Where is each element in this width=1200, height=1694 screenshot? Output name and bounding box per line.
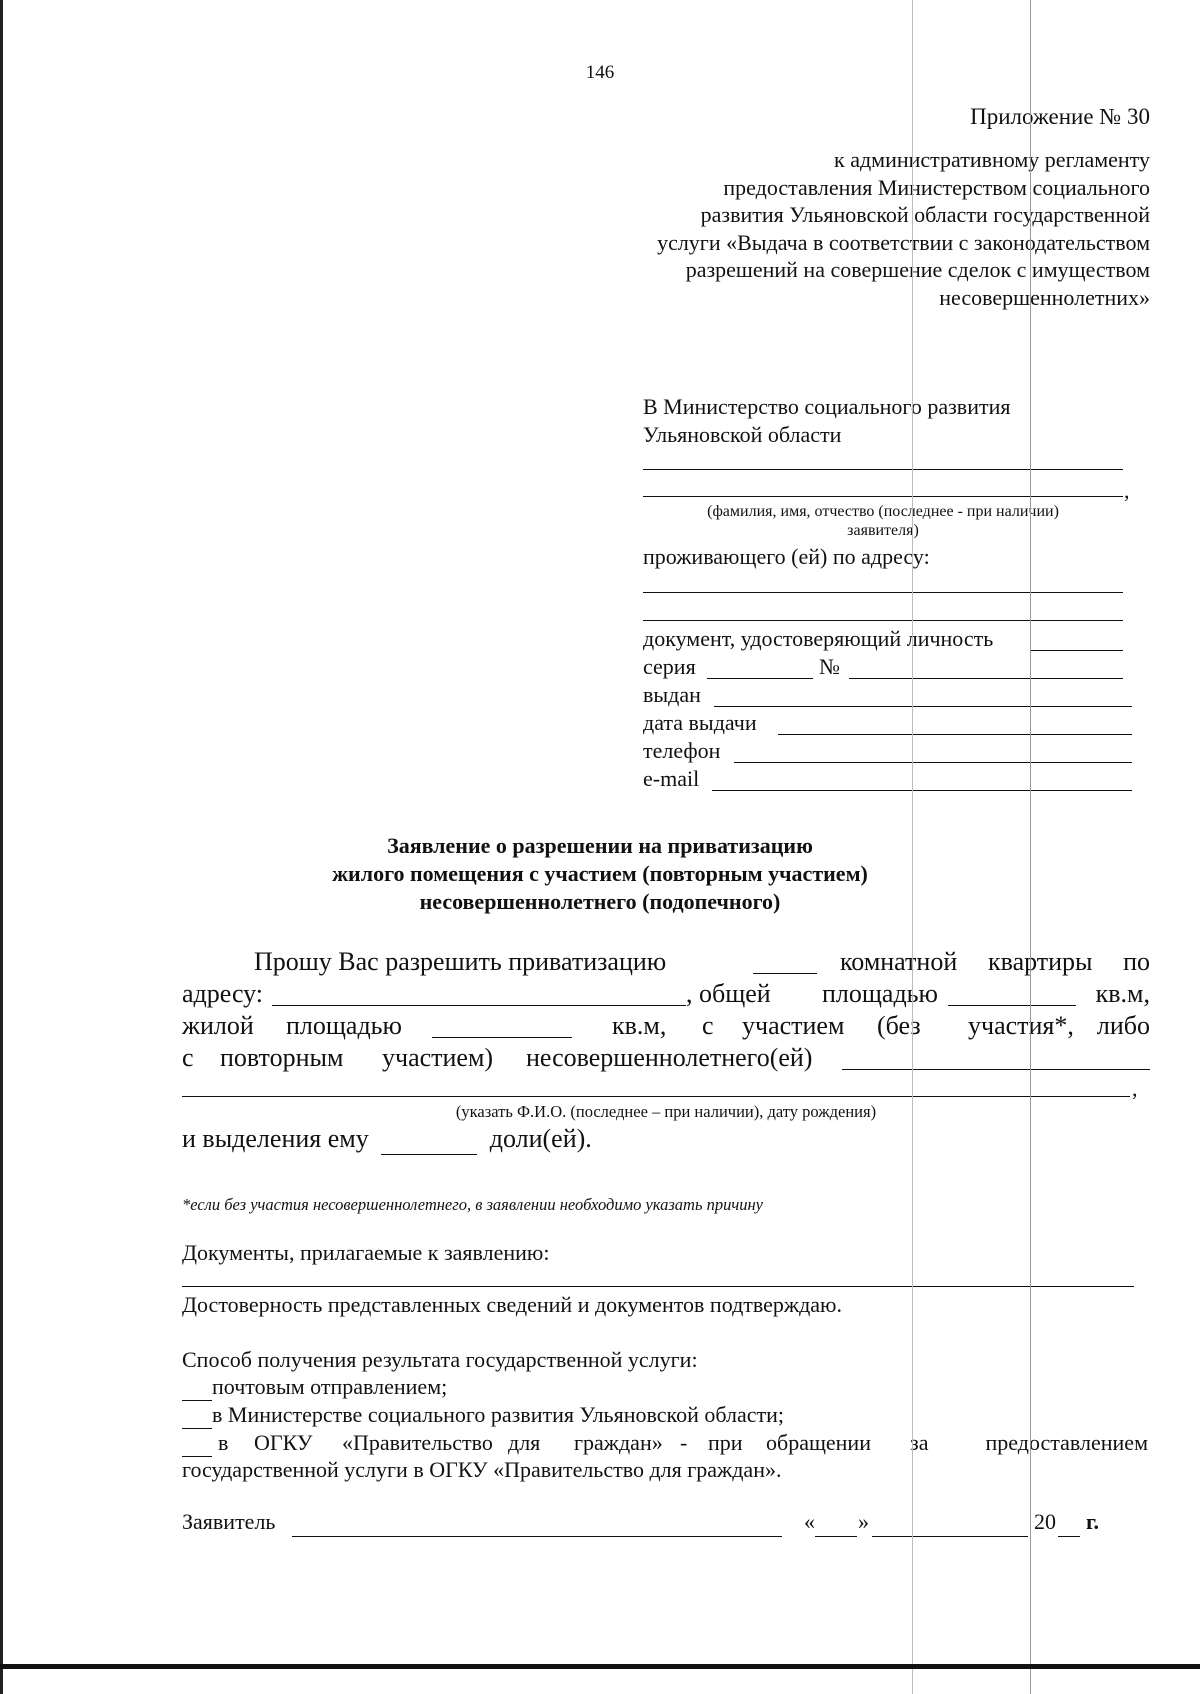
body-text: кв.м, xyxy=(612,1011,667,1040)
option-word: граждан» xyxy=(574,1430,663,1455)
year-field-line[interactable] xyxy=(1058,1536,1080,1537)
title-line: несовершеннолетнего (подопечного) xyxy=(419,889,781,914)
option-label: почтовым отправлением; xyxy=(212,1374,448,1399)
body-text: площадью xyxy=(822,979,938,1008)
year-prefix: 20 xyxy=(1034,1509,1056,1534)
minor-hint: (указать Ф.И.О. (последнее – при наличии), дату рождения) xyxy=(455,1102,877,1121)
id-doc-field-line[interactable] xyxy=(1030,650,1123,651)
body-text: повторным xyxy=(220,1043,344,1072)
body-text: участием xyxy=(742,1011,845,1040)
body-text: с xyxy=(702,1011,714,1040)
body-text: и выделения ему xyxy=(182,1124,369,1153)
addressee-line: В Министерство социального развития xyxy=(643,394,1011,419)
body-text: комнатной xyxy=(840,947,958,976)
method-option-ministry xyxy=(182,1402,784,1429)
series-field-line[interactable] xyxy=(707,678,813,679)
option-word: «Правительство xyxy=(342,1430,493,1455)
body-text: квартиры xyxy=(988,947,1093,976)
signature-field-line[interactable] xyxy=(292,1536,782,1537)
scan-bottom-edge xyxy=(0,1664,1200,1669)
body-text: доли(ей). xyxy=(489,1124,592,1153)
fio-hint-line: заявителя) xyxy=(847,522,919,539)
scan-fold-line xyxy=(1030,0,1031,1694)
quote-open: « xyxy=(804,1509,815,1534)
option-checkbox-line[interactable] xyxy=(182,1430,212,1457)
address-field-line[interactable] xyxy=(272,1005,686,1006)
minor-name-field-line[interactable] xyxy=(182,1096,1130,1097)
documents-field-line[interactable] xyxy=(182,1286,1134,1287)
issued-by-label: выдан xyxy=(643,682,701,707)
method-title: Способ получения результата государственной услуги: xyxy=(182,1347,698,1372)
fio-field-line[interactable] xyxy=(643,496,1123,497)
body-text: участием) xyxy=(382,1043,494,1072)
addressee-block xyxy=(643,393,1138,449)
number-label: № xyxy=(819,654,840,679)
confirmation-text: Достоверность представленных сведений и документов подтверждаю. xyxy=(182,1292,842,1317)
option-checkbox-line[interactable] xyxy=(182,1402,212,1429)
documents-label: Документы, прилагаемые к заявлению: xyxy=(182,1240,550,1265)
title-line: Заявление о разрешении на приватизацию xyxy=(387,833,813,858)
email-label: e-mail xyxy=(643,766,700,791)
option-word: при xyxy=(708,1430,743,1455)
option-word: обращении xyxy=(766,1430,871,1455)
body-text: (без xyxy=(877,1011,921,1040)
title-line: жилого помещения с участием (повторным участием) xyxy=(332,861,868,886)
appendix-number: Приложение № 30 xyxy=(970,104,1150,129)
option-word: - xyxy=(680,1430,688,1455)
regulation-line: несовершеннолетних» xyxy=(939,284,1150,310)
regulation-line: предоставления Министерством социального xyxy=(723,174,1150,200)
page-number: 146 xyxy=(585,62,615,83)
applicant-label: Заявитель xyxy=(182,1509,276,1534)
option-word: за xyxy=(910,1430,929,1455)
fio-hint xyxy=(643,502,1123,540)
number-field-line[interactable] xyxy=(849,678,1123,679)
body-text: адресу: xyxy=(182,979,264,1008)
series-label: серия xyxy=(643,654,696,679)
total-area-field-line[interactable] xyxy=(948,1005,1076,1006)
share-line xyxy=(182,1124,592,1155)
scan-fold-line xyxy=(912,0,913,1694)
regulation-line: развития Ульяновской области государственной xyxy=(700,202,1150,227)
option-word: ОГКУ xyxy=(254,1430,313,1455)
body-text: участия*, xyxy=(968,1011,1074,1040)
address-field-line[interactable] xyxy=(643,592,1123,593)
body-text: либо xyxy=(1096,1011,1150,1040)
body-text: по xyxy=(1123,947,1150,976)
addressee-line: Ульяновской области xyxy=(643,422,842,447)
body-text: несовершеннолетнего(ей) xyxy=(526,1043,813,1072)
body-text: жилой xyxy=(182,1011,254,1040)
option-word: предоставлением xyxy=(985,1430,1148,1455)
body-text: площадью xyxy=(286,1011,402,1040)
method-option-ogku-cont: государственной услуги в ОГКУ «Правительство для граждан». xyxy=(182,1457,782,1482)
month-field-line[interactable] xyxy=(872,1536,1028,1537)
share-field-line[interactable] xyxy=(381,1124,477,1155)
comma: , xyxy=(1132,1076,1138,1101)
day-field-line[interactable] xyxy=(815,1536,857,1537)
regulation-reference xyxy=(590,146,1150,311)
fio-field-line[interactable] xyxy=(643,469,1123,470)
body-text: Прошу Вас разрешить приватизацию xyxy=(254,947,667,976)
body-text: кв.м, xyxy=(1095,979,1150,1008)
option-label: в Министерстве социального развития Ульяновской области; xyxy=(212,1402,784,1427)
minor-name-field-line[interactable] xyxy=(842,1069,1150,1070)
year-suffix: г. xyxy=(1086,1509,1100,1534)
body-text: с xyxy=(182,1043,194,1072)
email-field-line[interactable] xyxy=(712,790,1132,791)
quote-close: » xyxy=(858,1509,869,1534)
phone-field-line[interactable] xyxy=(734,762,1132,763)
residing-label: проживающего (ей) по адресу: xyxy=(643,544,930,569)
option-checkbox-line[interactable] xyxy=(182,1374,212,1401)
id-doc-label: документ, удостоверяющий личность xyxy=(643,626,994,651)
issue-date-field-line[interactable] xyxy=(778,734,1132,735)
comma: , xyxy=(1124,478,1130,503)
issued-by-field-line[interactable] xyxy=(714,706,1132,707)
body-text: , общей xyxy=(686,979,771,1008)
regulation-line: к административному регламенту xyxy=(834,147,1150,172)
footnote: *если без участия несовершеннолетнего, в заявлении необходимо указать причину xyxy=(182,1195,763,1214)
living-area-field-line[interactable] xyxy=(432,1037,572,1038)
address-field-line[interactable] xyxy=(643,620,1123,621)
fio-hint-line: (фамилия, имя, отчество (последнее - при наличии) xyxy=(707,503,1059,520)
regulation-line: разрешений на совершение сделок с имуществом xyxy=(685,257,1150,282)
rooms-field-line[interactable] xyxy=(753,973,817,974)
method-option-mail xyxy=(182,1374,447,1401)
option-word: для xyxy=(508,1430,541,1455)
phone-label: телефон xyxy=(643,738,721,763)
application-title xyxy=(0,832,1200,916)
issue-date-label: дата выдачи xyxy=(643,710,757,735)
option-word: в xyxy=(218,1430,229,1455)
regulation-line: услуги «Выдача в соответствии с законодательством xyxy=(657,229,1150,255)
